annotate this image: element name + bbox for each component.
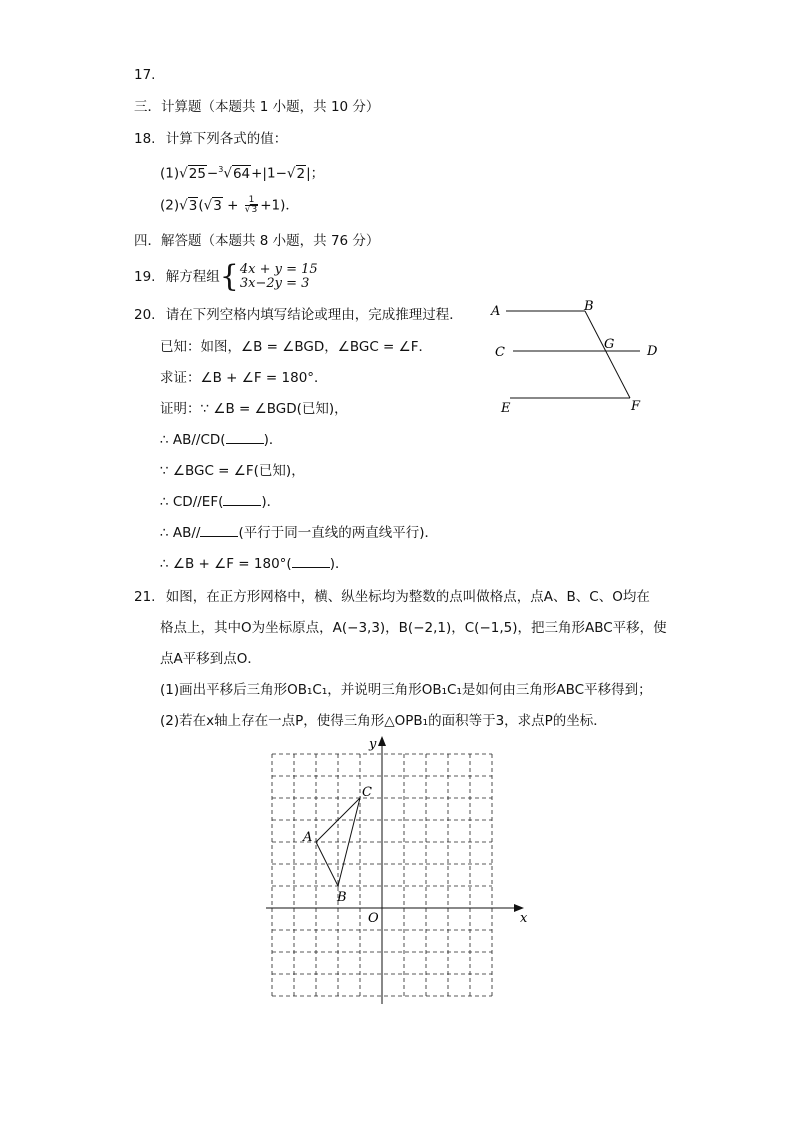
q21-number: 21. (134, 589, 156, 605)
q21-part1: (1)画出平移后三角形OB₁C₁，并说明三角形OB₁C₁是如何由三角形ABC平移得到； (160, 682, 652, 698)
x-axis-label: x (520, 911, 528, 926)
point-b-label: B (337, 890, 347, 905)
point-a-label: A (303, 830, 313, 845)
q18-p1-end: |； (306, 165, 325, 182)
q19-number: 19. (134, 269, 156, 285)
label-e: E (501, 401, 511, 416)
point-c-label: C (362, 785, 372, 800)
q21-line3: 点A平移到点O． (160, 651, 261, 667)
q19-system (240, 263, 318, 291)
q18-p1-radicand-a: 25 (188, 165, 206, 182)
q20-step1-text: ∴ AB//CD( (160, 432, 226, 448)
q20-step5 (160, 555, 348, 573)
q20-step4-end: (平行于同一直线的两直线平行)． (238, 525, 439, 541)
q21-line2: 格点上，其中O为坐标原点，A(−3,3)，B(−2,1)，C(−1,5)，把三角形ABC平移，使 (160, 620, 667, 636)
q18-p2-radicand-a: 3 (188, 197, 198, 214)
q18-p1-rest: +|1− (251, 165, 287, 182)
label-g: G (604, 337, 615, 352)
q20-stem (134, 306, 463, 324)
q18-p1-radicand-c: 2 (296, 165, 306, 182)
q20-step1-end: )． (263, 432, 283, 448)
q20-given: 已知：如图，∠B = ∠BGD，∠BGC = ∠F． (160, 339, 433, 355)
label-c: C (495, 345, 505, 360)
coordinate-grid (262, 732, 542, 1012)
q20-step4-text: ∴ AB// (160, 525, 201, 541)
label-d: D (647, 344, 658, 359)
q19-stem (134, 259, 318, 294)
line-bf (585, 311, 630, 398)
q21-line1 (134, 588, 650, 606)
q20-number: 20. (134, 307, 156, 323)
q18-p1-minus: − (206, 165, 219, 182)
q18-p2-plus: + (222, 197, 243, 214)
q20-step3 (160, 493, 280, 511)
q20-step4 (160, 524, 438, 542)
section-3-title: 三．计算题（本题共 1 小题，共 10 分） (134, 99, 380, 115)
q18-p2-end: +1)． (260, 197, 299, 214)
label-b: B (584, 299, 594, 314)
q20-step5-text: ∴ ∠B + ∠F = 180°( (160, 556, 292, 572)
q18-stem (134, 130, 287, 148)
q20-text: 请在下列空格内填写结论或理由，完成推理过程． (165, 307, 463, 323)
origin-label: O (368, 911, 379, 926)
q17-number: 17. (134, 67, 156, 83)
q20-step2: ∵ ∠BGC = ∠F(已知)， (160, 463, 305, 479)
q18-text: 计算下列各式的值： (165, 131, 288, 147)
q19-eq1: 4x + y = 15 (239, 262, 318, 277)
q20-blank-3[interactable] (200, 524, 238, 537)
y-axis-label: y (369, 737, 377, 752)
q18-p2-frac-num: 1 (245, 196, 258, 206)
label-f: F (631, 399, 641, 414)
q20-proof: 证明：∵ ∠B = ∠BGD(已知)， (160, 401, 348, 417)
q20-blank-4[interactable] (292, 555, 330, 568)
q21-text-1: 如图，在正方形网格中，横、纵坐标均为整数的点叫做格点，点A、B、C、O均在 (165, 589, 650, 605)
q20-step3-end: )． (261, 494, 281, 510)
q19-brace: { (219, 259, 239, 294)
q18-p1-index: 3 (218, 165, 224, 174)
q19-eq2: 3x−2y = 3 (239, 276, 310, 291)
q18-p1-radicand-b: 64 (232, 165, 251, 182)
q18-p2-label: (2) (160, 197, 180, 214)
q18-p2-fraction (245, 196, 258, 215)
q18-number: 18. (134, 131, 156, 147)
q18-p2-frac-den: √3 (244, 205, 258, 215)
q18-part2: (2)√3(√3 + $\frac{1}{√3}$ +1)． (160, 195, 299, 215)
q20-step1 (160, 431, 282, 449)
label-a: A (491, 304, 501, 319)
q18-p2-radicand-b: 3 (213, 197, 222, 214)
q20-blank-1[interactable] (226, 431, 264, 444)
section-4-title: 四．解答题（本题共 8 小题，共 76 分） (134, 233, 380, 249)
q20-prove: 求证：∠B + ∠F = 180°． (160, 370, 328, 386)
q21-part2: (2)若在x轴上存在一点P，使得三角形△OPB₁的面积等于3，求点P的坐标． (160, 713, 607, 729)
q18-p1-label: (1) (160, 165, 180, 182)
q18-p2-open: ( (198, 197, 204, 214)
q20-figure (480, 298, 670, 423)
q20-step5-end: )． (329, 556, 349, 572)
y-axis-arrow-icon (378, 736, 386, 746)
q18-part1: (1)√25−$^3$√64+|1−√2|； (160, 165, 325, 182)
q20-step3-text: ∴ CD//EF( (160, 494, 224, 510)
q19-text: 解方程组 (165, 269, 220, 285)
q20-blank-2[interactable] (223, 493, 261, 506)
